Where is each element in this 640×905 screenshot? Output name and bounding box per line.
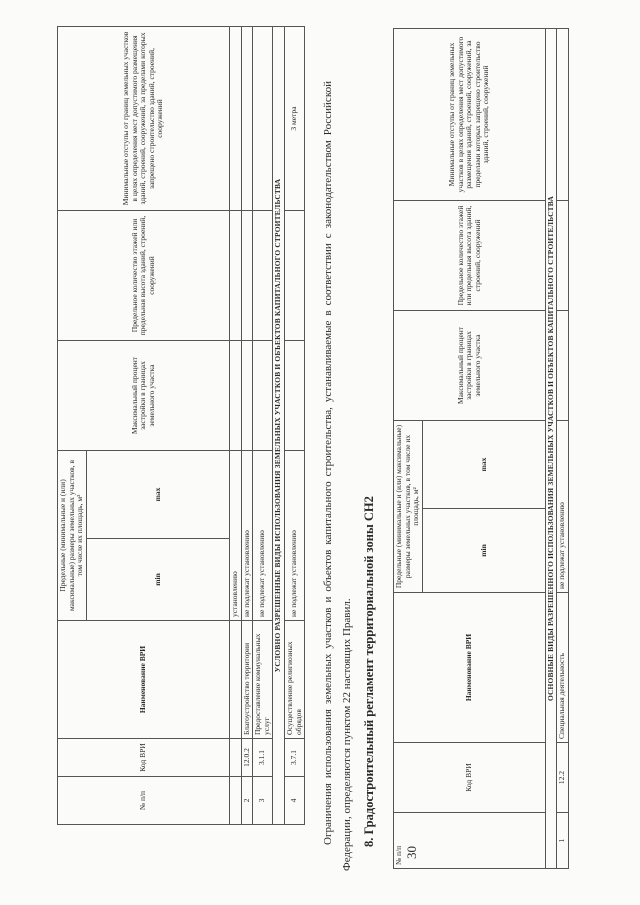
cell-name: Специальная деятельность (557, 593, 569, 743)
paragraph-text: Ограничения использования земельных участков и объектов капитального строительства, устанавливаемые в соответствии с законодательством Российской Федерации, определяются пунктом 22 настоящих Правил. (322, 81, 353, 871)
table-row (284, 27, 304, 825)
header-coverage: Максимальный процент застройки в границах земельного участка (58, 341, 230, 451)
page-number: 30 (404, 846, 419, 859)
table-row (229, 27, 241, 825)
section-row (273, 27, 285, 825)
cell-setback: 3 метра (284, 27, 304, 211)
header-setback: Минимальные отступы от границ земельных участков в целях определения мест допустимого размещения зданий, строений, сооружений, за пределами которых запрещено строительство зданий, строений, сооружений (394, 29, 546, 201)
header-setback: Минимальные отступы от границ земельных участков в целях определения мест допустимого размещения зданий, строений, сооружений, за пределами которых запрещено строительство зданий, строений, сооружений (58, 27, 230, 211)
cell-code: 12.2 (557, 743, 569, 813)
cell-code: 3.7.1 (284, 739, 304, 777)
cell-area: не подлежат установлению (557, 421, 569, 593)
header-name: Наименование ВРИ (58, 621, 230, 739)
table-header-row (394, 29, 423, 869)
section-heading: 8. Градостроительный регламент территориальной зоны СН2 (362, 496, 376, 847)
header-num: № п/п (394, 813, 546, 869)
table-row (253, 27, 273, 825)
table-row (241, 27, 253, 825)
header-code: Код ВРИ (58, 739, 230, 777)
regulation-table-1 (57, 26, 305, 825)
header-num: № п/п (58, 777, 230, 825)
header-max: max (86, 451, 229, 539)
cell-code: 3.1.1 (253, 739, 273, 777)
header-floors: Предельное количество этажей или предельная высота зданий, строений, сооружений (394, 201, 546, 311)
header-min: min (422, 509, 545, 593)
header-floors: Предельное количество этажей или предельная высота зданий, строений, сооружений (58, 211, 230, 341)
cell-code: 12.0.2 (241, 739, 253, 777)
section-row (545, 29, 557, 869)
header-min: min (86, 539, 229, 621)
cell-area: не подлежат установлению (253, 451, 273, 621)
header-max: max (422, 421, 545, 509)
cell-area: не подлежат установлению (241, 451, 253, 621)
table-row (557, 29, 569, 869)
header-code: Код ВРИ (394, 743, 546, 813)
header-area: Предельные (минимальные и (или) максимальные) размеры земельных участков, в том числе их площадь, м² (394, 421, 423, 593)
regulation-table-2 (393, 28, 569, 869)
cell-name: Осуществление религиозных обрядов (284, 621, 304, 739)
cell-name: Предоставление коммунальных услуг (253, 621, 273, 739)
header-name: Наименование ВРИ (394, 593, 546, 743)
cell-num: 3 (253, 777, 273, 825)
cell-num: 2 (241, 777, 253, 825)
cell-name: Благоустройство территории (241, 621, 253, 739)
section-title: ОСНОВНЫЕ ВИДЫ РАЗРЕШЕННОГО ИСПОЛЬЗОВАНИЯ ЗЕМЕЛЬНЫХ УЧАСТКОВ И ОБЪЕКТОВ КАПИТАЛЬНОГО СТРОИТЕЛЬСТВА (545, 29, 557, 869)
table-header-row (58, 27, 87, 825)
header-coverage: Максимальный процент застройки в границах земельного участка (394, 311, 546, 421)
header-area: Предельные (минимальные и (или) максимальные) размеры земельных участков, в том числе их площадь, м² (58, 451, 87, 621)
restrictions-paragraph (319, 81, 357, 871)
cell-area: установлению (229, 451, 241, 621)
cell-num: 1 (557, 813, 569, 869)
cell-area: не подлежат установлению (284, 451, 304, 621)
cell-num: 4 (284, 777, 304, 825)
section-title: УСЛОВНО РАЗРЕШЕННЫЕ ВИДЫ ИСПОЛЬЗОВАНИЯ ЗЕМЕЛЬНЫХ УЧАСТКОВ И ОБЪЕКТОВ КАПИТАЛЬНОГО СТРОИТЕЛЬСТВА (273, 27, 285, 825)
